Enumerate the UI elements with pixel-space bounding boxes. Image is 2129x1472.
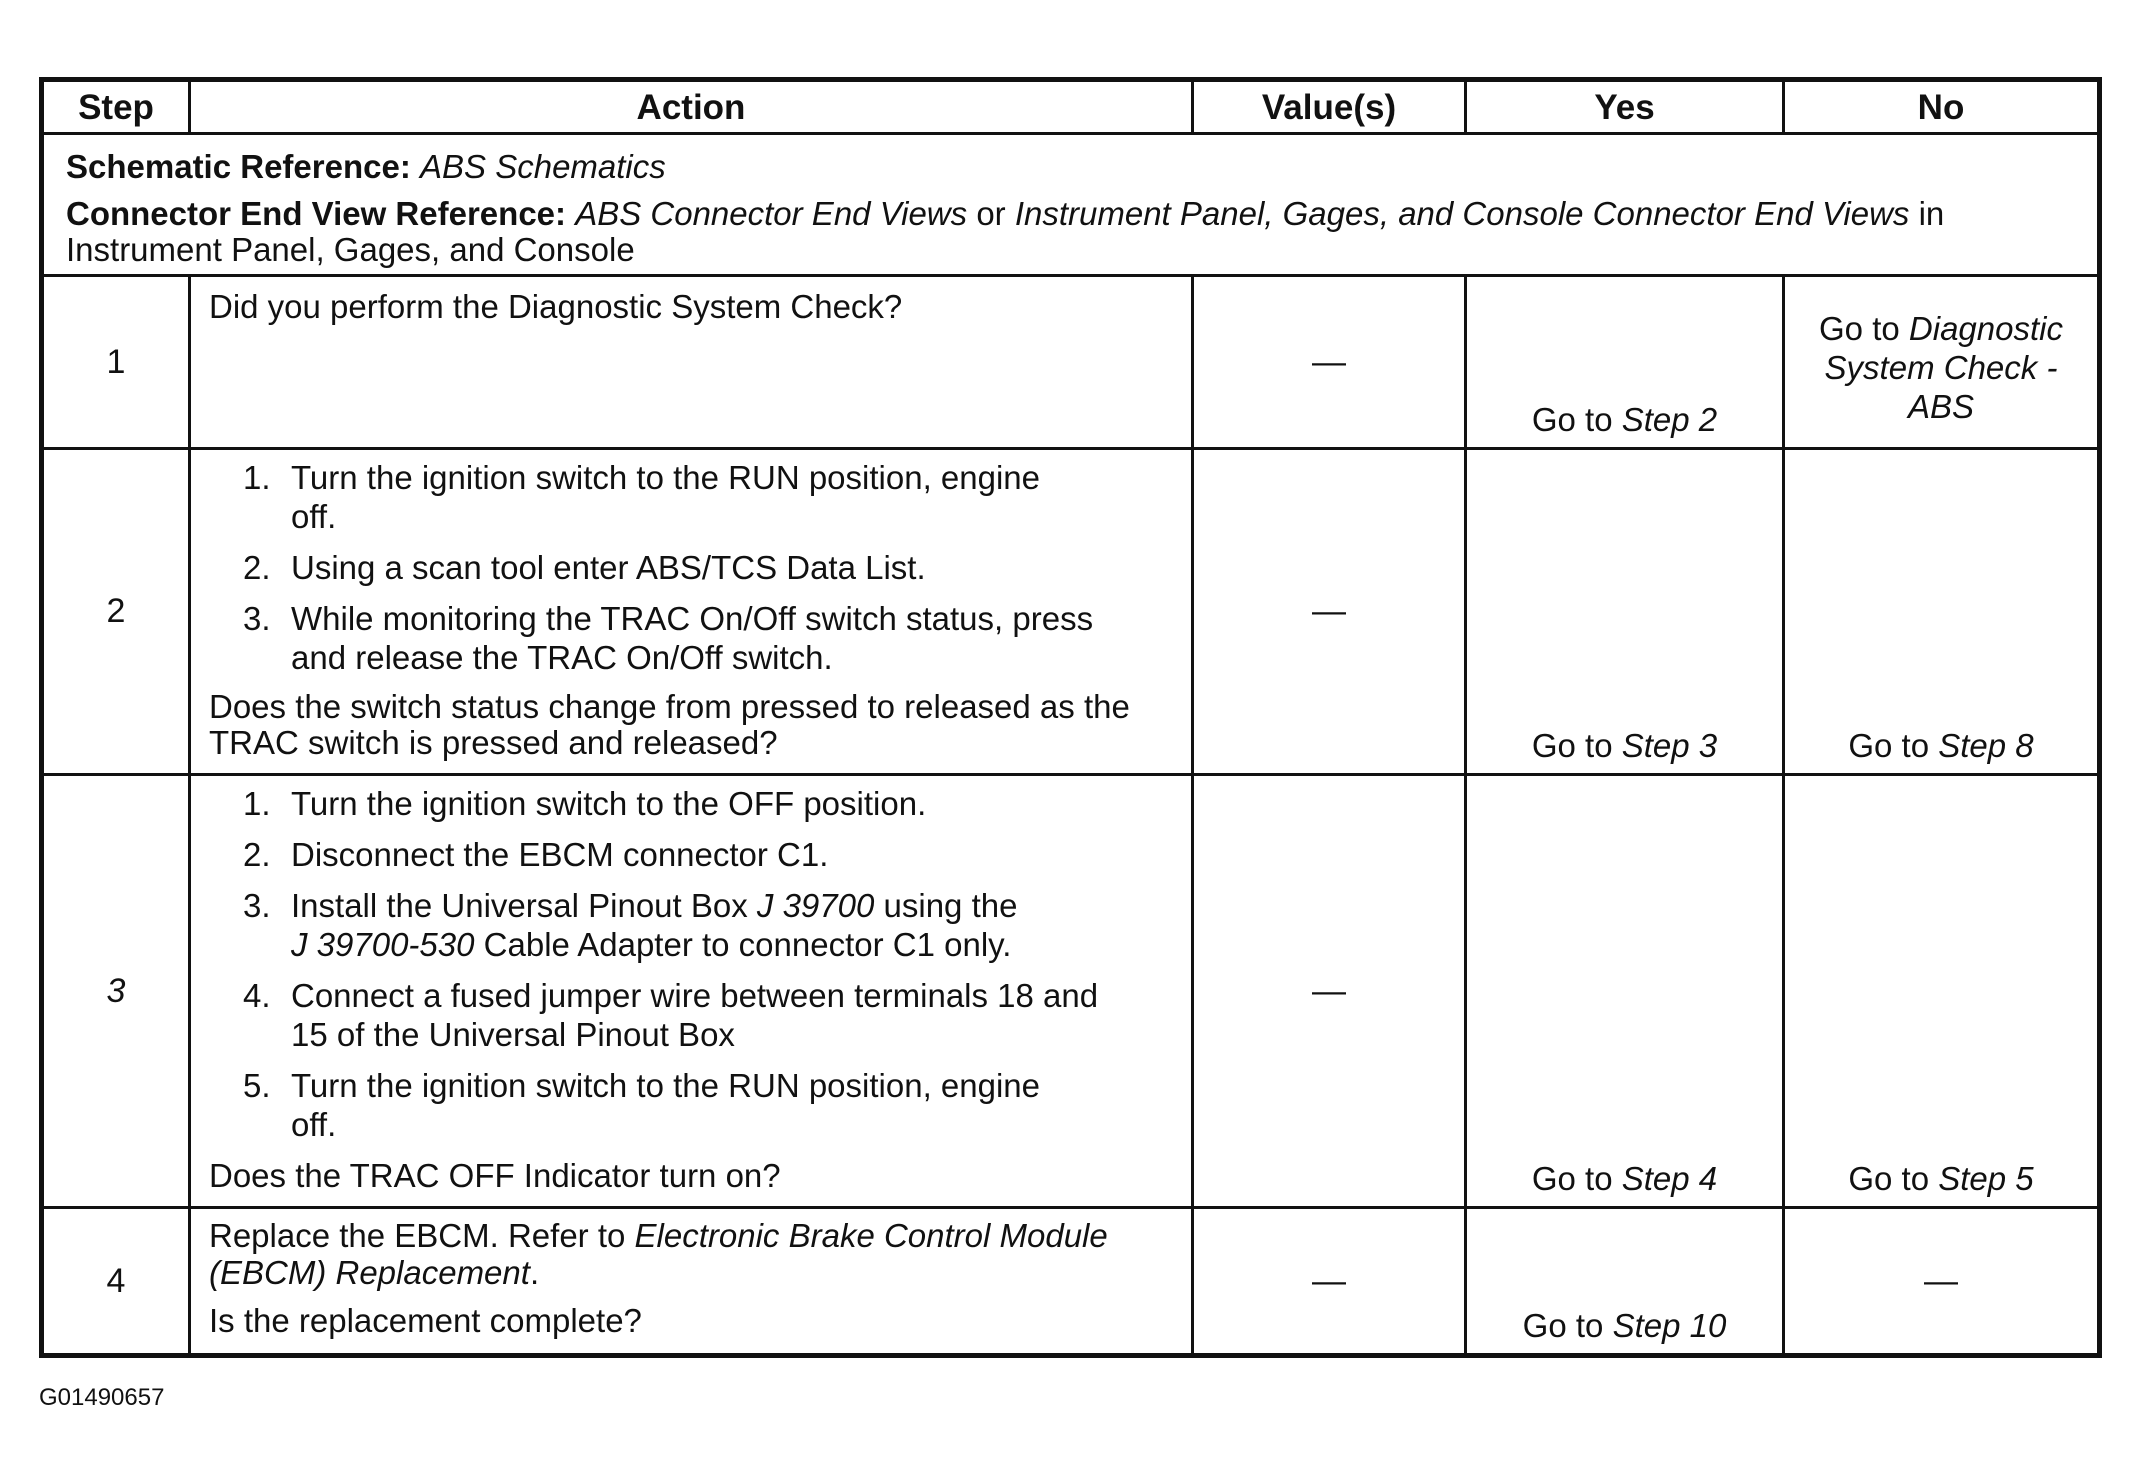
yes-cell: [1466, 1208, 1784, 1356]
tool-link-j39700-530[interactable]: J 39700-530: [291, 926, 475, 963]
list-item: 2. Disconnect the EBCM connector C1.: [243, 836, 829, 873]
list-item: 2. Using a scan tool enter ABS/TCS Data List.: [243, 549, 926, 586]
action-cell: [190, 775, 1193, 1208]
action-text: Replace the EBCM. Refer to Electronic Brake Control Module (EBCM) Replacement.: [209, 1217, 1108, 1291]
no-step-link[interactable]: Step 5: [1938, 1160, 2034, 1197]
list-item: 5. Turn the ignition switch to the RUN position, engine off.: [243, 1067, 1041, 1143]
value-cell: —: [1193, 449, 1466, 775]
action-cell: [190, 1208, 1193, 1356]
yes-step-link[interactable]: Step 10: [1612, 1307, 1727, 1344]
connector-reference-or: or: [976, 195, 1006, 232]
yes-step-link[interactable]: Step 2: [1621, 401, 1718, 438]
header-no: No: [1784, 80, 2100, 134]
connector-reference: [66, 196, 2079, 268]
action-steps: [209, 458, 1175, 677]
yes-cell: [1466, 775, 1784, 1208]
yes-step-link[interactable]: Step 4: [1621, 1160, 1718, 1197]
step-number: 4: [42, 1208, 190, 1356]
value-cell: —: [1193, 276, 1466, 449]
replacement-procedure-link[interactable]: Electronic Brake Control Module (EBCM) Replacement: [209, 1217, 1108, 1291]
yes-prefix: Go to: [1531, 401, 1613, 438]
table-row: [42, 1208, 2100, 1356]
table-row: [42, 276, 2100, 449]
action-question: Does the TRAC OFF Indicator turn on?: [209, 1157, 781, 1194]
no-cell: [1784, 449, 2100, 775]
action-cell: [190, 276, 1193, 449]
no-cell: —: [1784, 1208, 2100, 1356]
step-number: 1: [42, 276, 190, 449]
value-cell: —: [1193, 775, 1466, 1208]
schematic-reference-label: Schematic Reference:: [66, 148, 411, 185]
header-step: Step: [42, 80, 190, 134]
no-cell: [1784, 775, 2100, 1208]
action-question: Does the switch status change from pressed to released as the TRAC switch is pressed and released?: [209, 688, 1130, 761]
connector-reference-location: in Instrument Panel, Gages, and Console: [66, 195, 1945, 268]
value-cell: —: [1193, 1208, 1466, 1356]
no-prefix: Go to: [1848, 727, 1930, 764]
no-step-link[interactable]: Diagnostic System Check - ABS: [1824, 310, 2063, 425]
connector-reference-link-2[interactable]: Instrument Panel, Gages, and Console Connector End Views: [1014, 195, 1910, 232]
tool-link-j39700[interactable]: J 39700: [756, 887, 875, 924]
list-item: 1. Turn the ignition switch to the RUN position, engine off.: [243, 459, 1041, 535]
list-item: 1. Turn the ignition switch to the OFF position.: [243, 785, 927, 822]
action-question: Did you perform the Diagnostic System Check?: [209, 288, 903, 325]
schematic-reference-link[interactable]: ABS Schematics: [420, 148, 666, 185]
header-row: [42, 80, 2100, 134]
action-steps: [209, 784, 1175, 1144]
no-prefix: Go to: [1819, 310, 1900, 347]
header-yes: Yes: [1466, 80, 1784, 134]
list-item: 3. Install the Universal Pinout Box J 39700 using the J 39700-530 Cable Adapter to connector C1 only.: [243, 887, 1018, 963]
step-number: 2: [42, 449, 190, 775]
diagnostic-table: [39, 77, 2102, 1358]
yes-prefix: Go to: [1522, 1307, 1604, 1344]
yes-prefix: Go to: [1531, 727, 1613, 764]
yes-prefix: Go to: [1531, 1160, 1613, 1197]
action-cell: [190, 449, 1193, 775]
yes-cell: [1466, 449, 1784, 775]
figure-id: G01490657: [39, 1384, 165, 1411]
step-number: 3: [42, 775, 190, 1208]
list-item: 3. While monitoring the TRAC On/Off switch status, press and release the TRAC On/Off switch.: [243, 600, 1094, 676]
no-cell: [1784, 276, 2100, 449]
reference-row: [42, 134, 2100, 276]
schematic-reference: [66, 147, 2079, 186]
no-step-link[interactable]: Step 8: [1938, 727, 2034, 764]
yes-step-link[interactable]: Step 3: [1621, 727, 1718, 764]
table-row: [42, 775, 2100, 1208]
yes-cell: [1466, 276, 1784, 449]
reference-cell: [42, 134, 2100, 276]
list-item: 4. Connect a fused jumper wire between terminals 18 and 15 of the Universal Pinout Box: [243, 977, 1099, 1053]
connector-reference-label: Connector End View Reference:: [66, 195, 567, 232]
connector-reference-link-1[interactable]: ABS Connector End Views: [575, 195, 968, 232]
action-question: Is the replacement complete?: [209, 1302, 642, 1339]
no-prefix: Go to: [1848, 1160, 1930, 1197]
header-action: Action: [190, 80, 1193, 134]
header-values: Value(s): [1193, 80, 1466, 134]
table-row: [42, 449, 2100, 775]
